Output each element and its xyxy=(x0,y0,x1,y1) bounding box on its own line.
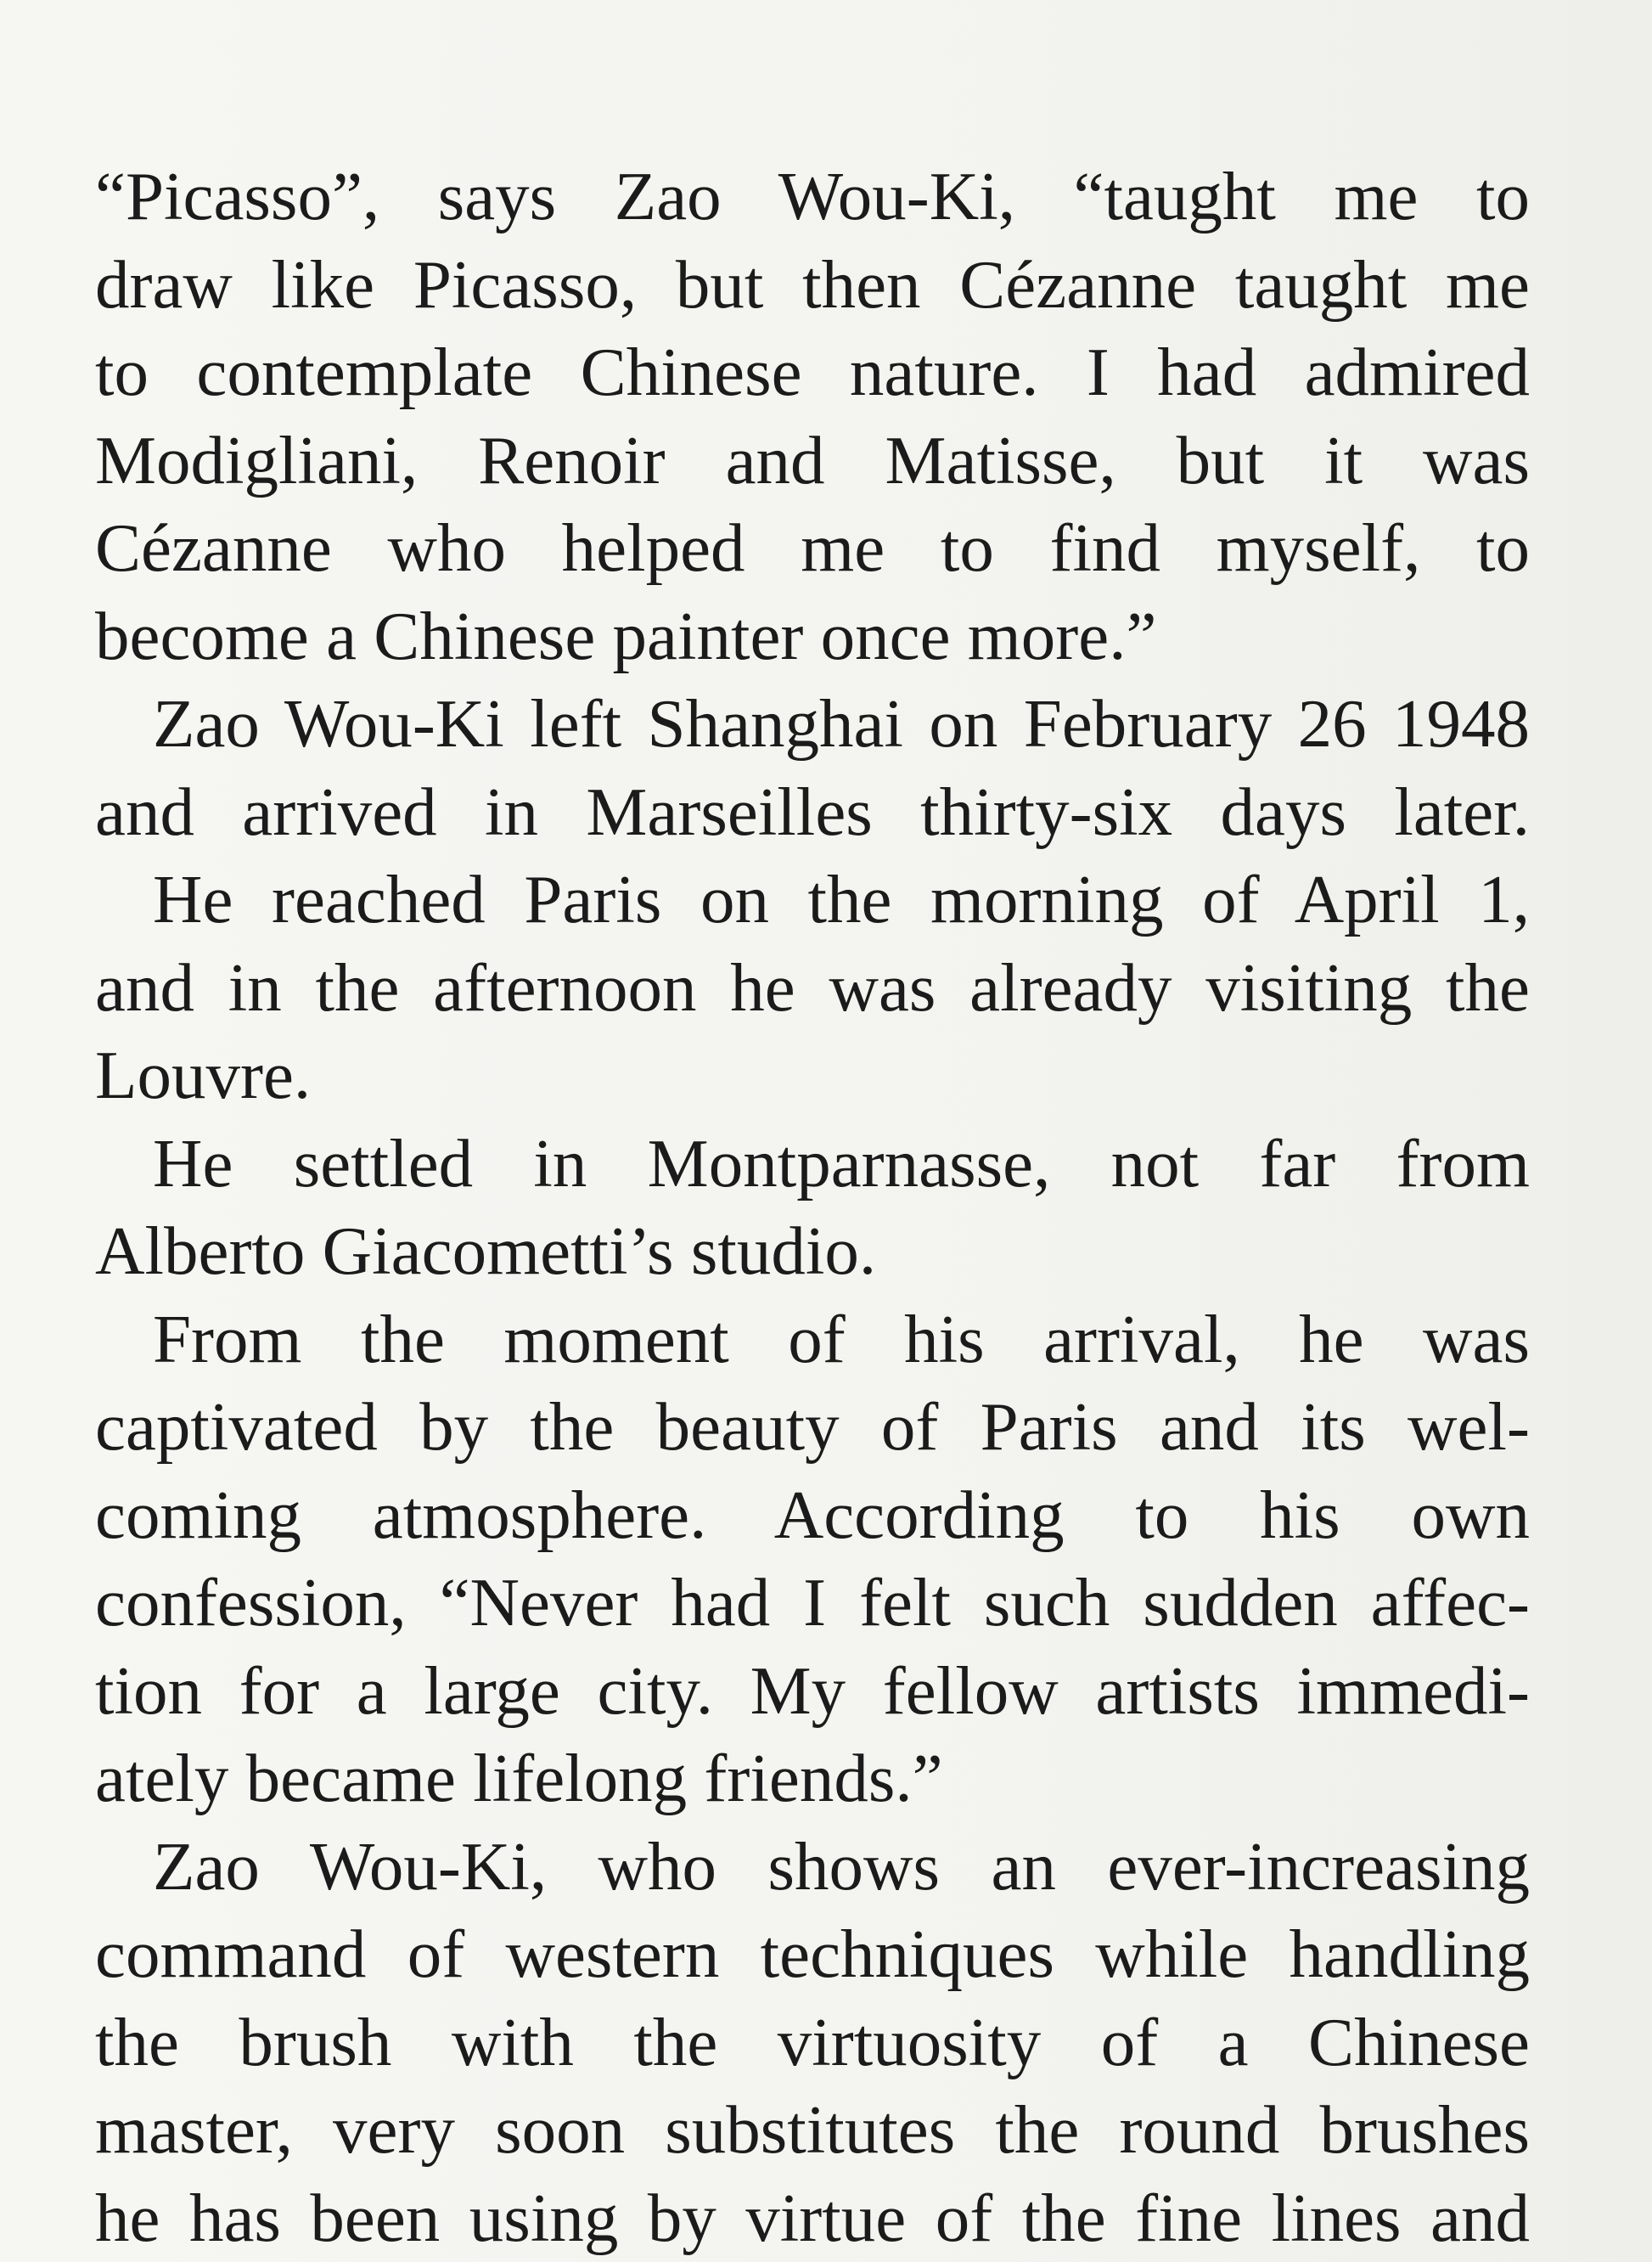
text-line: Modigliani, Renoir and Matisse, but it was xyxy=(95,417,1530,505)
paragraph xyxy=(95,1296,1530,1823)
paragraph xyxy=(95,1823,1530,2262)
text-line: become a Chinese painter once more.” xyxy=(95,593,1530,681)
text-line: Zao Wou-Ki left Shanghai on February 26 1948 xyxy=(95,680,1530,768)
text-line: confession, “Never had I felt such sudden affec- xyxy=(95,1559,1530,1647)
paragraph xyxy=(95,680,1530,856)
text-line: captivated by the beauty of Paris and its wel- xyxy=(95,1383,1530,1471)
text-line: and in the afternoon he was already visiting the xyxy=(95,944,1530,1033)
text-line: He settled in Montparnasse, not far from xyxy=(95,1120,1530,1208)
text-line: draw like Picasso, but then Cézanne taught me xyxy=(95,241,1530,329)
text-line: From the moment of his arrival, he was xyxy=(95,1296,1530,1384)
text-line: master, very soon substitutes the round brushes xyxy=(95,2086,1530,2175)
text-line: “Picasso”, says Zao Wou-Ki, “taught me to xyxy=(95,153,1530,241)
text-line: he has been using by virtue of the fine lines and xyxy=(95,2175,1530,2262)
text-line: He reached Paris on the morning of April 1, xyxy=(95,856,1530,944)
text-line: ately became lifelong friends.” xyxy=(95,1735,1530,1823)
text-line: Louvre. xyxy=(95,1032,1530,1120)
text-line: to contemplate Chinese nature. I had admired xyxy=(95,329,1530,417)
text-line: coming atmosphere. According to his own xyxy=(95,1471,1530,1560)
body-text xyxy=(95,153,1530,2262)
text-line: Alberto Giacometti’s studio. xyxy=(95,1207,1530,1296)
text-line: command of western techniques while handling xyxy=(95,1910,1530,1999)
text-line: tion for a large city. My fellow artists immedi- xyxy=(95,1647,1530,1736)
text-line: the brush with the virtuosity of a Chinese xyxy=(95,1999,1530,2087)
paragraph xyxy=(95,153,1530,680)
text-line: Cézanne who helped me to find myself, to xyxy=(95,504,1530,593)
paragraph xyxy=(95,1120,1530,1296)
paragraph xyxy=(95,856,1530,1120)
text-line: Zao Wou-Ki, who shows an ever-increasing xyxy=(95,1823,1530,1911)
text-line: and arrived in Marseilles thirty-six days later. xyxy=(95,768,1530,857)
